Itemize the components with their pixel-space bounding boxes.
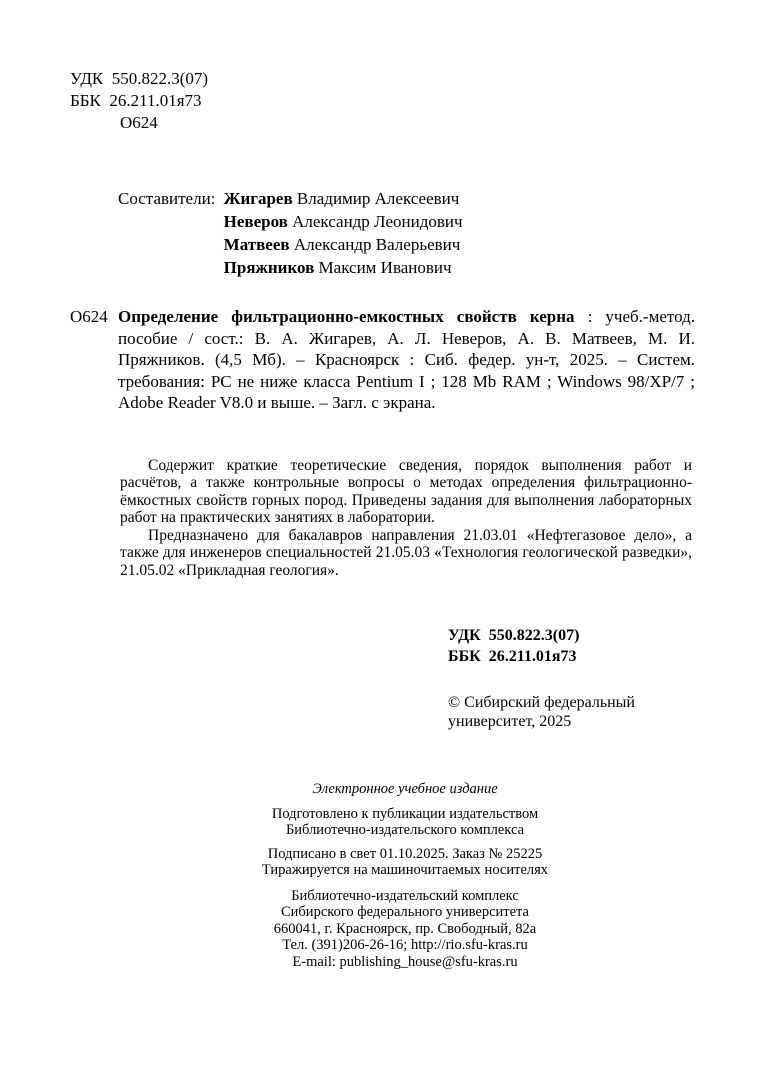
bottom-codes-block [448,625,763,667]
compiler-surname: Жигарев [223,189,293,208]
entry-description: : учеб.-метод. пособие / сост.: В. А. Жигарев, А. Л. Неверов, А. В. Матвеев, М. И. Пряжников. (4,5 Мб). – Красноярск : Сиб. федер. ун-т, 2025. – Систем. требования: PC не ниже класса Pentium I ; 128 Mb RAM ; Windows 98/XP/7 ; Adobe Reader V8.0 и выше. – Загл. с экрана. [118,307,696,412]
compiler-name: Александр Валерьевич [289,235,461,254]
compiler-surname: Матвеев [223,235,290,254]
compilers-list [224,187,463,279]
compiler-name: Владимир Алексеевич [292,189,460,208]
colophon-block [70,781,740,970]
compiler-row [224,256,463,279]
annotation-paragraph-2: Предназначено для бакалавров направления 21.03.01 «Нефтегазовое дело», а также для инженеров специальностей 21.05.03 «Технология геологической разведки», 21.05.02 «Прикладная геология». [120,526,692,579]
udk-code-top: УДК 550.822.3(07) [70,69,209,88]
edition-type: Электронное учебное издание [312,781,498,797]
compiler-surname: Неверов [223,212,288,231]
publisher-name-line-2: Сибирского федерального университета [281,904,529,920]
prepared-line-2: Библиотечно-издательского комплекса [285,822,525,838]
bbk-code-top: ББК 26.211.01я73 [70,91,202,110]
compilers-label: Составители: [118,189,220,208]
udk-code-bottom: УДК 550.822.3(07) [448,627,580,644]
top-codes-block [70,68,763,134]
bibliographic-entry [70,306,695,414]
print-info-block [70,846,740,879]
signed-line-1: Подписано в свет 01.10.2025. Заказ № 25225 [267,845,543,862]
annotation-paragraph-1: Содержит краткие теоретические сведения, порядок выполнения работ и расчётов, а также контрольные вопросы о методах определения фильтрационно-ёмкостных свойств горных пород. Приведены задания для выполнения лабораторных работ на практических занятиях в лаборатории. [120,456,692,526]
annotation-block [120,457,692,580]
entry-title: Определение фильтрационно-емкостных свойств керна [118,307,575,326]
entry-author-sign: О624 [70,307,108,326]
entry-text [118,306,695,414]
compiler-row [224,187,463,210]
compiler-row [224,210,463,233]
publisher-block [70,888,740,971]
copyright-line-1: © Сибирский федеральный [448,694,635,711]
prepared-by-block [70,806,740,839]
copyright-line-2: университет, 2025 [448,713,572,730]
compiler-surname: Пряжников [223,258,315,277]
prepared-line-1: Подготовлено к публикации издательством [271,805,539,822]
publisher-phone-url: Тел. (391)206-26-16; http://rio.sfu-kras.ru [282,937,528,953]
signed-line-2: Тиражируется на машиночитаемых носителях [261,862,549,878]
copyright-block [448,693,763,731]
bbk-code-bottom: ББК 26.211.01я73 [448,648,577,665]
compiler-name: Максим Иванович [314,258,452,277]
author-sign-top: О624 [120,113,158,132]
publisher-address: 660041, г. Красноярск, пр. Свободный, 82а [273,920,537,937]
publisher-name-line-1: Библиотечно-издательский комплекс [291,887,519,904]
publisher-email: E-mail: publishing_house@sfu-kras.ru [292,953,518,970]
compiler-name: Александр Леонидович [287,212,463,231]
compiler-row [224,233,463,256]
compilers-block [118,187,763,279]
